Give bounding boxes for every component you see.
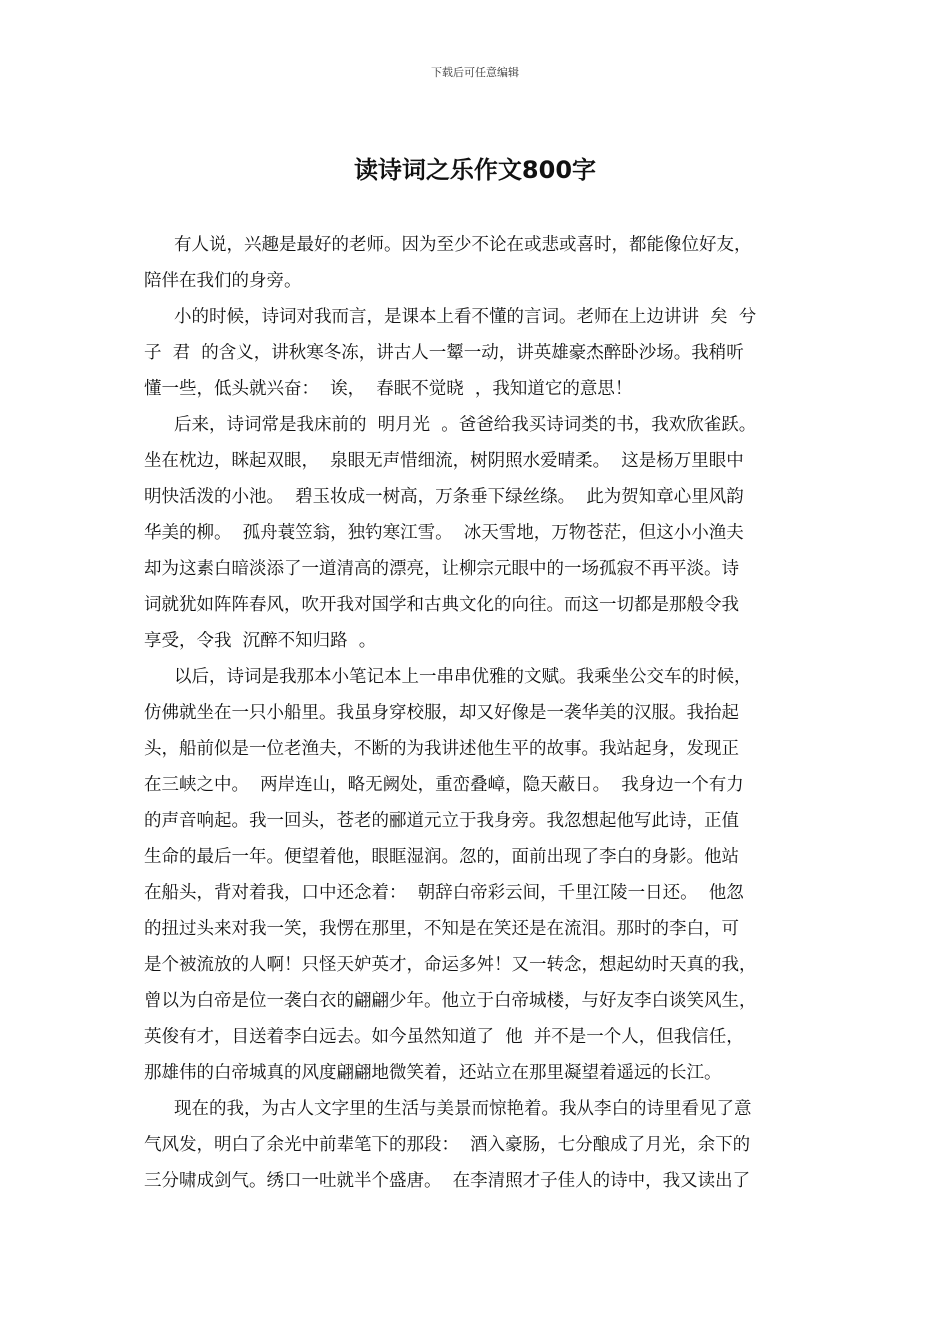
text-line: 后来，诗词常是我床前的 明月光 。爸爸给我买诗词类的书，我欢欣雀跃。 xyxy=(174,415,757,435)
text-line: 是个被流放的人啊！只怪天妒英才，命运多舛！又一转念，想起幼时天真的我， xyxy=(144,955,757,975)
text-line: 那雄伟的白帝城真的风度翩翩地微笑着，还站立在那里凝望着遥远的长江。 xyxy=(144,1063,722,1083)
text-line: 享受，令我 沉醉不知归路 。 xyxy=(144,631,377,651)
text-line: 曾以为白帝是位一袭白衣的翩翩少年。他立于白帝城楼，与好友李白谈笑风生， xyxy=(144,991,757,1011)
text-line: 生命的最后一年。便望着他，眼眶湿润。忽的，面前出现了李白的身影。他站 xyxy=(144,847,739,867)
text-line: 气风发，明白了余光中前辈笔下的那段： 酒入豪肠，七分酿成了月光，余下的 xyxy=(144,1135,751,1155)
text-line: 在船头，背对着我，口中还念着： 朝辞白帝彩云间，千里江陵一日还。 他忽 xyxy=(144,883,744,903)
page-header-note: 下载后可任意编辑 xyxy=(431,66,519,79)
text-line: 英俊有才，目送着李白远去。如今虽然知道了 他 并不是一个人，但我信任， xyxy=(144,1027,744,1047)
text-line: 陪伴在我们的身旁。 xyxy=(144,271,302,291)
text-line: 却为这素白暗淡添了一道清高的漂亮，让柳宗元眼中的一场孤寂不再平淡。诗 xyxy=(144,559,739,579)
text-line: 的声音响起。我一回头，苍老的郦道元立于我身旁。我忽想起他写此诗，正值 xyxy=(144,811,739,831)
text-line: 子 君 的含义，讲秋寒冬冻，讲古人一颦一动，讲英雄豪杰醉卧沙场。我稍听 xyxy=(144,343,744,363)
text-line: 现在的我，为古人文字里的生活与美景而惊艳着。我从李白的诗里看见了意 xyxy=(174,1099,752,1119)
text-line: 仿佛就坐在一只小船里。我虽身穿校服，却又好像是一袭华美的汉服。我抬起 xyxy=(144,703,739,723)
text-line: 三分啸成剑气。绣口一吐就半个盛唐。 在李清照才子佳人的诗中，我又读出了 xyxy=(144,1171,751,1191)
essay-title: 读诗词之乐作文800字 xyxy=(353,156,597,184)
text-line: 明快活泼的小池。 碧玉妆成一树高，万条垂下绿丝绦。 此为贺知章心里风韵 xyxy=(144,487,744,507)
text-line: 有人说，兴趣是最好的老师。因为至少不论在或悲或喜时，都能像位好友， xyxy=(174,235,752,255)
text-line: 小的时候，诗词对我而言，是课本上看不懂的言词。老师在上边讲讲 矣 兮 xyxy=(174,307,757,327)
text-line: 懂一些，低头就兴奋： 诶， 春眠不觉晓 ，我知道它的意思！ xyxy=(144,379,633,399)
text-line: 在三峡之中。 两岸连山，略无阙处，重峦叠嶂，隐天蔽日。 我身边一个有力 xyxy=(144,775,744,795)
text-line: 华美的柳。 孤舟蓑笠翁，独钓寒江雪。 冰天雪地，万物苍茫，但这小小渔夫 xyxy=(144,523,744,543)
text-line: 词就犹如阵阵春风，吹开我对国学和古典文化的向往。而这一切都是那般令我 xyxy=(144,595,739,615)
text-line: 头，船前似是一位老渔夫，不断的为我讲述他生平的故事。我站起身，发现正 xyxy=(144,739,739,759)
essay-body xyxy=(144,227,808,1199)
text-line: 以后，诗词是我那本小笔记本上一串串优雅的文赋。我乘坐公交车的时候， xyxy=(174,667,752,687)
text-line: 的扭过头来对我一笑，我愣在那里，不知是在笑还是在流泪。那时的李白，可 xyxy=(144,919,739,939)
text-line: 坐在枕边，眯起双眼， 泉眼无声惜细流，树阴照水爱晴柔。 这是杨万里眼中 xyxy=(144,451,744,471)
